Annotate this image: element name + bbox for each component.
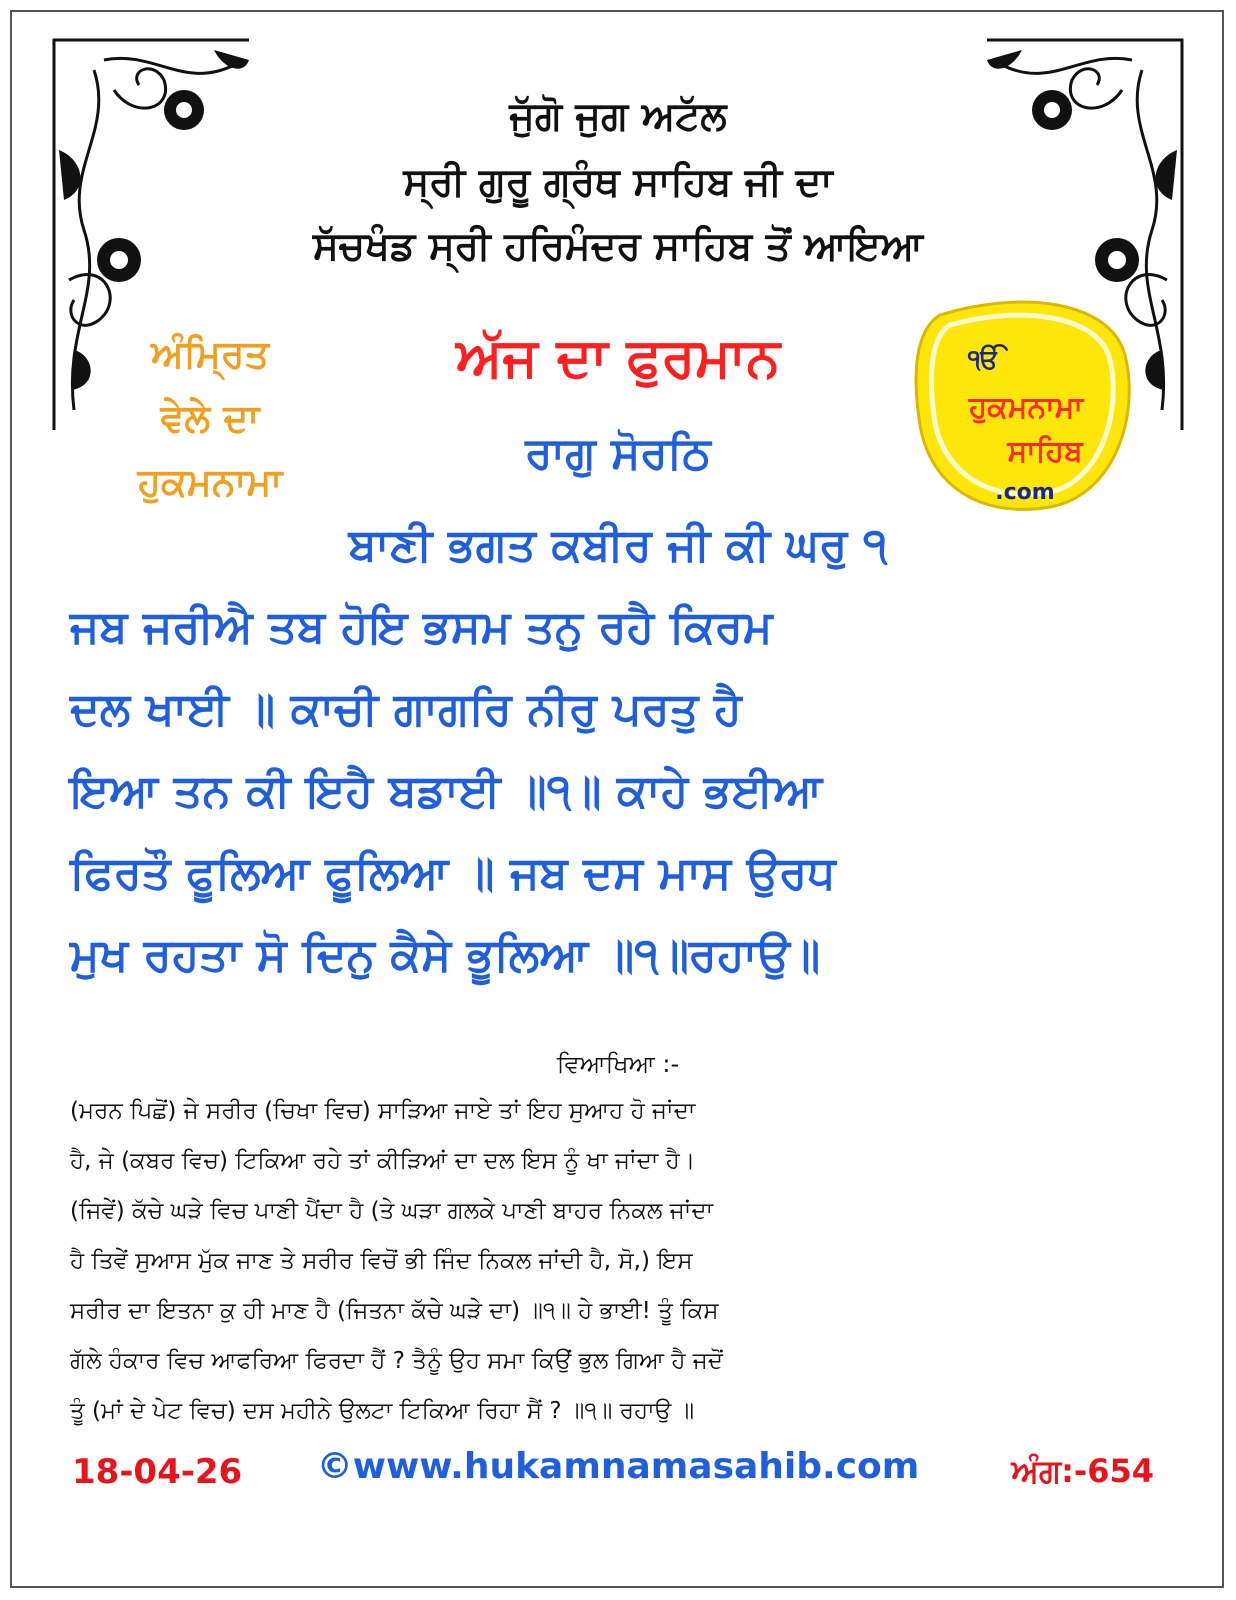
- footer: [0, 1446, 1236, 1502]
- side-label-line-1: ਅੰਮ੍ਰਿਤ: [151, 332, 269, 376]
- side-label-line-3: ਹੁਕਮਨਾਮਾ: [137, 460, 283, 504]
- gurbani-line: ਫਿਰਤੌ ਫੂਲਿਆ ਫੂਲਿਆ ॥ ਜਬ ਦਸ ਮਾਸ ਉਰਧ: [70, 846, 836, 899]
- footer-date: 18-04-26: [72, 1452, 243, 1492]
- raag-heading: ਰਾਗੁ ਸੋਰਠਿ: [525, 428, 711, 479]
- gurbani-line: ਇਆ ਤਨ ਕੀ ਇਹੈ ਬਡਾਈ ॥੧॥ ਕਾਹੇ ਭਈਆ: [70, 764, 823, 817]
- footer-ang-number: ਅੰਗ:-654: [1011, 1452, 1154, 1490]
- logo-text-line-3: .com: [995, 480, 1055, 505]
- vyakhya-line: ਹੈ, ਜੇ (ਕਬਰ ਵਿਚ) ਟਿਕਿਆ ਰਹੇ ਤਾਂ ਕੀੜਿਆਂ ਦਾ ਦਲ ਇਸ ਨੂੰ ਖਾ ਜਾਂਦਾ ਹੈ।: [70, 1148, 696, 1174]
- ik-onkar-symbol: ੴ: [968, 345, 1000, 375]
- side-label-line-2: ਵੇਲੇ ਦਾ: [160, 396, 260, 440]
- footer-website-link[interactable]: ©www.hukamnamasahib.com: [316, 1446, 920, 1487]
- header-line-1: ਜੁੱਗੋ ਜੁਗ ਅਟੱਲ: [509, 94, 727, 139]
- logo-text-line-1: ਹੁਕਮਨਾਮਾ: [968, 390, 1084, 425]
- gurbani-line: ਬਾਣੀ ਭਗਤ ਕਬੀਰ ਜੀ ਕੀ ਘਰੁ ੧: [348, 518, 888, 571]
- vyakhya-line: ਹੈ ਤਿਵੇਂ ਸੁਆਸ ਮੁੱਕ ਜਾਣ ਤੇ ਸਰੀਰ ਵਿਚੋਂ ਭੀ ਜਿੰਦ ਨਿਕਲ ਜਾਂਦੀ ਹੈ, ਸੋ,) ਇਸ: [70, 1248, 693, 1274]
- gurbani-line: ਜਬ ਜਰੀਐ ਤਬ ਹੋਇ ਭਸਮ ਤਨੁ ਰਹੈ ਕਿਰਮ: [70, 600, 773, 653]
- vyakhya-line: ਸਰੀਰ ਦਾ ਇਤਨਾ ਕੁ ਹੀ ਮਾਣ ਹੈ (ਜਿਤਨਾ ਕੱਚੇ ਘੜੇ ਦਾ) ॥੧॥ ਹੇ ਭਾਈ! ਤੂੰ ਕਿਸ: [70, 1298, 719, 1324]
- vyakhya-line: (ਜਿਵੇਂ) ਕੱਚੇ ਘੜੇ ਵਿਚ ਪਾਣੀ ਪੈਂਦਾ ਹੈ (ਤੇ ਘੜਾ ਗਲਕੇ ਪਾਣੀ ਬਾਹਰ ਨਿਕਲ ਜਾਂਦਾ: [70, 1198, 714, 1224]
- vyakhya-line: (ਮਰਨ ਪਿਛੋਂ) ਜੇ ਸਰੀਰ (ਚਿਖਾ ਵਿਚ) ਸਾੜਿਆ ਜਾਏ ਤਾਂ ਇਹ ਸੁਆਹ ਹੋ ਜਾਂਦਾ: [70, 1098, 696, 1124]
- vyakhya-heading: ਵਿਆਖਿਆ :-: [556, 1050, 680, 1078]
- logo-text-line-2: ਸਾਹਿਬ: [1007, 434, 1083, 469]
- page-title: ਅੱਜ ਦਾ ਫੁਰਮਾਨ: [456, 326, 780, 389]
- header-line-3: ਸੱਚਖੰਡ ਸ੍ਰੀ ਹਰਿਮੰਦਰ ਸਾਹਿਬ ਤੋਂ ਆਇਆ: [312, 224, 924, 269]
- vyakhya-line: ਤੂੰ (ਮਾਂ ਦੇ ਪੇਟ ਵਿਚ) ਦਸ ਮਹੀਨੇ ਉਲਟਾ ਟਿਕਿਆ ਰਿਹਾ ਸੈਂ ? ॥੧॥ ਰਹਾਉ ॥: [70, 1398, 695, 1424]
- header-line-2: ਸ੍ਰੀ ਗੁਰੂ ਗ੍ਰੰਥ ਸਾਹਿਬ ਜੀ ਦਾ: [403, 160, 833, 205]
- gurbani-line: ਮੁਖ ਰਹਤਾ ਸੋ ਦਿਨੁ ਕੈਸੇ ਭੂਲਿਆ ॥੧॥ਰਹਾਉ॥: [70, 928, 821, 981]
- gurbani-line: ਦਲ ਖਾਈ ॥ ਕਾਚੀ ਗਾਗਰਿ ਨੀਰੁ ਪਰਤੁ ਹੈ: [70, 682, 742, 735]
- vyakhya-line: ਗੱਲੇ ਹੰਕਾਰ ਵਿਚ ਆਫਰਿਆ ਫਿਰਦਾ ਹੈਂ ? ਤੈਨੂੰ ਉਹ ਸਮਾ ਕਿਉਂ ਭੁਲ ਗਿਆ ਹੈ ਜਦੋਂ: [70, 1348, 724, 1374]
